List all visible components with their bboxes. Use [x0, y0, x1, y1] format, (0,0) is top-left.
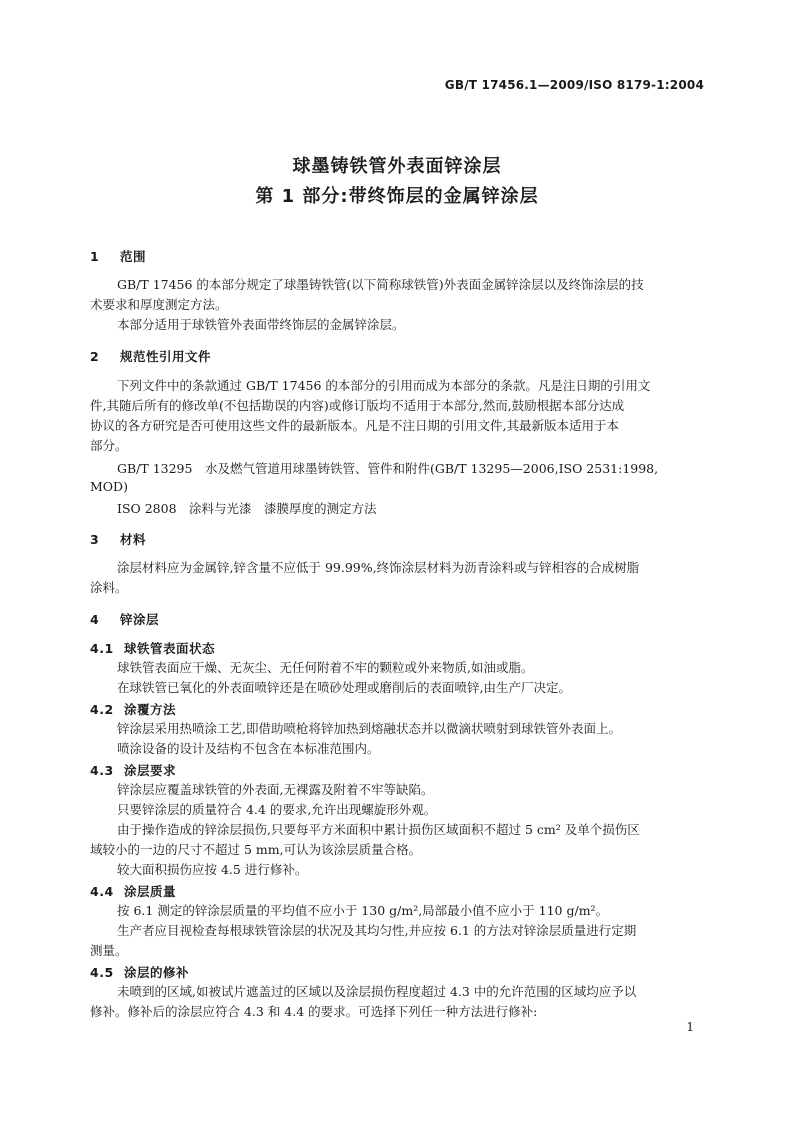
page-number: 1 [686, 1020, 694, 1034]
subsection-number: 4.2 [90, 702, 114, 717]
paragraph-line: 在球铁管已氧化的外表面喷锌还是在喷砂处理或磨削后的表面喷锌,由生产厂决定。 [117, 680, 571, 695]
subsection-number: 4.1 [90, 641, 114, 656]
paragraph-line: 喷涂设备的设计及结构不包含在本标准范围内。 [117, 741, 380, 756]
section-title: 材料 [120, 532, 147, 547]
paragraph-line: 涂料。 [90, 580, 128, 595]
section-number: 3 [90, 532, 100, 547]
section-title: 规范性引用文件 [120, 349, 212, 364]
paragraph-line: 锌涂层采用热喷涂工艺,即借助喷枪将锌加热到熔融状态并以微滴状喷射到球铁管外表面上。 [117, 721, 621, 736]
subsection-number: 4.5 [90, 965, 114, 980]
subsection-4-5-heading [90, 963, 189, 981]
document-title-line-1: 球墨铸铁管外表面锌涂层 [292, 156, 502, 177]
paragraph-line: 件,其随后所有的修改单(不包括勘误的内容)或修订版均不适用于本部分,然而,鼓励根据本部分达成 [90, 398, 625, 413]
normative-reference-cont: MOD) [90, 479, 128, 494]
section-number: 1 [90, 249, 100, 264]
subsection-title: 涂覆方法 [124, 702, 177, 717]
subsection-number: 4.3 [90, 763, 114, 778]
section-4-heading [90, 610, 159, 628]
subsection-title: 涂层要求 [124, 763, 177, 778]
section-3-heading [90, 530, 146, 548]
normative-reference: ISO 2808 涂料与光漆 漆膜厚度的测定方法 [117, 501, 377, 516]
section-title: 范围 [120, 249, 147, 264]
subsection-4-2-heading [90, 700, 176, 718]
subsection-4-3-heading [90, 761, 176, 779]
paragraph-line: 域较小的一边的尺寸不超过 5 mm,可认为该涂层质量合格。 [90, 842, 422, 857]
paragraph-line: 下列文件中的条款通过 GB/T 17456 的本部分的引用而成为本部分的条款。凡是注日期的引用文 [117, 378, 651, 393]
standard-code-header: GB/T 17456.1—2009/ISO 8179-1:2004 [444, 78, 704, 92]
subsection-title: 涂层质量 [124, 884, 177, 899]
paragraph-line: 较大面积损伤应按 4.5 进行修补。 [117, 862, 308, 877]
paragraph-line: 本部分适用于球铁管外表面带终饰层的金属锌涂层。 [117, 317, 405, 332]
paragraph-line: GB/T 17456 的本部分规定了球墨铸铁管(以下简称球铁管)外表面金属锌涂层以及终饰涂层的技 [117, 277, 644, 292]
paragraph-line: 锌涂层应覆盖球铁管的外表面,无裸露及附着不牢等缺陷。 [117, 782, 434, 797]
paragraph-line: 按 6.1 测定的锌涂层质量的平均值不应小于 130 g/m²,局部最小值不应小于 110 g/m²。 [117, 903, 609, 918]
section-1-heading [90, 247, 146, 265]
subsection-number: 4.4 [90, 884, 114, 899]
subsection-title: 涂层的修补 [124, 965, 190, 980]
paragraph-line: 只要锌涂层的质量符合 4.4 的要求,允许出现螺旋形外观。 [117, 802, 437, 817]
section-2-heading [90, 347, 211, 365]
paragraph-line: 球铁管表面应干燥、无灰尘、无任何附着不牢的颗粒或外来物质,如油或脂。 [117, 660, 534, 675]
paragraph-line: 生产者应目视检查每根球铁管涂层的状况及其均匀性,并应按 6.1 的方法对锌涂层质量进行定期 [117, 923, 637, 938]
section-number: 2 [90, 349, 100, 364]
paragraph-line: 修补。修补后的涂层应符合 4.3 和 4.4 的要求。可选择下列任一种方法进行修补: [90, 1004, 538, 1019]
paragraph-line: 未喷到的区域,如被试片遮盖过的区域以及涂层损伤程度超过 4.3 中的允许范围的区域均应予以 [117, 984, 637, 999]
paragraph-line: 由于操作造成的锌涂层损伤,只要每平方米面积中累计损伤区域面积不超过 5 cm² 及单个损伤区 [117, 822, 640, 837]
section-title: 锌涂层 [120, 612, 160, 627]
section-number: 4 [90, 612, 100, 627]
subsection-4-1-heading [90, 639, 215, 657]
paragraph-line: 涂层材料应为金属锌,锌含量不应低于 99.99%,终饰涂层材料为沥青涂料或与锌相容的合成树脂 [117, 560, 640, 575]
normative-reference: GB/T 13295 水及燃气管道用球墨铸铁管、管件和附件(GB/T 13295—2006,ISO 2531:1998, [117, 461, 659, 476]
paragraph-line: 术要求和厚度测定方法。 [90, 297, 228, 312]
paragraph-line: 部分。 [90, 438, 128, 453]
subsection-title: 球铁管表面状态 [124, 641, 216, 656]
document-title-line-2: 第 1 部分:带终饰层的金属锌涂层 [255, 186, 539, 207]
paragraph-line: 测量。 [90, 943, 128, 958]
paragraph-line: 协议的各方研究是否可使用这些文件的最新版本。凡是不注日期的引用文件,其最新版本适用于本 [90, 418, 619, 433]
subsection-4-4-heading [90, 882, 176, 900]
